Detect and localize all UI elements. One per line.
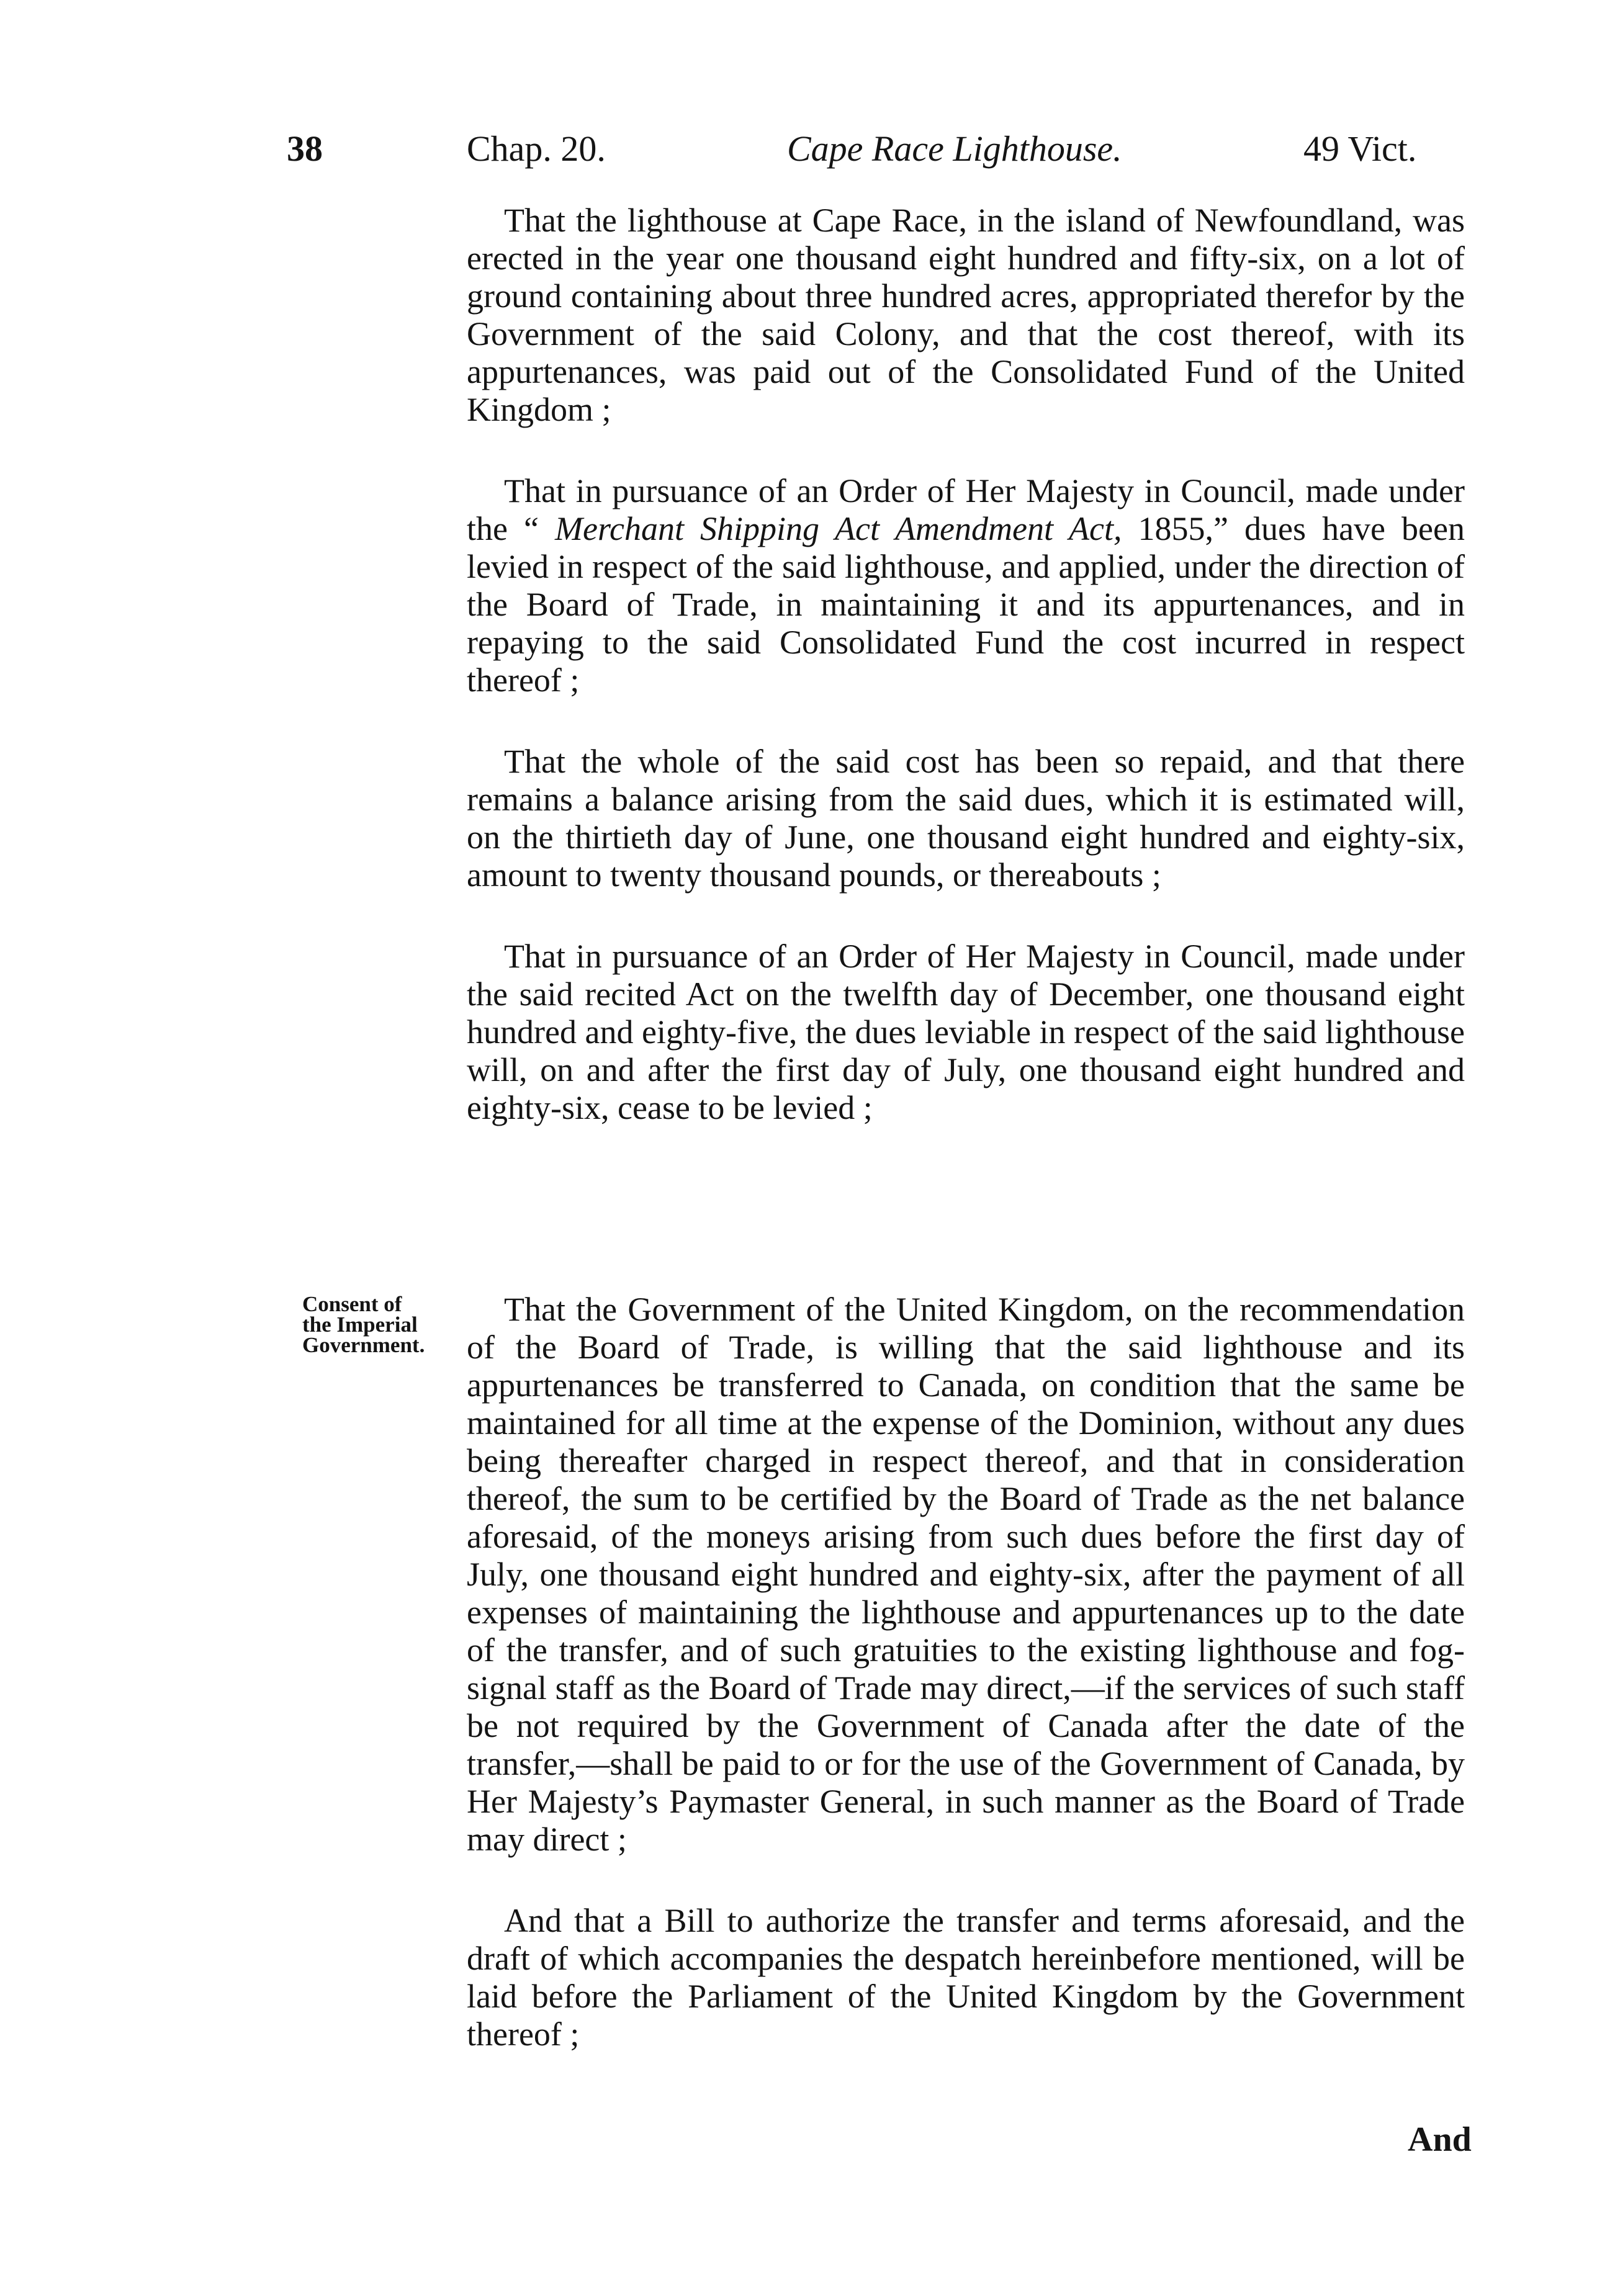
paragraph-cost-repaid: That the whole of the said cost has been so repaid, and that there remains a balance arising from the said dues, which it is estimated will, on the thirtieth day of June, one thousand eight hundred and eighty-six, amount to twenty thousand pounds, or thereabouts ; [467,743,1465,894]
running-header [0,121,1615,177]
paragraph-consent-transfer: That the Government of the United Kingdom, on the recommendation of the Board of Trade, is willing that the said lighthouse and its appurtenances be transferred to Canada, on condition that the same be maintained for all time at the expense of the Dominion, without any dues being thereafter charged in respect thereof, and that in consideration thereof, the sum to be certified by the Board of Trade as the net balance aforesaid, of the moneys arising from such dues before the first day of July, one thousand eight hundred and eighty-six, after the payment of all expenses of maintaining the lighthouse and appurtenances up to the date of the transfer, and of such gratuities to the existing lighthouse and fog-signal staff as the Board of Trade may direct,—if the services of such staff be not required by the Government of Canada after the date of the transfer,—shall be paid to or for the use of the Government of Canada, by Her Majesty’s Paymaster General, in such manner as the Board of Trade may direct ; [467,1291,1465,1858]
main-text-continued [467,1291,1465,2089]
paragraph-bill-laid: And that a Bill to authorize the transfer and terms aforesaid, and the draft of which accompanies the despatch hereinbefore mentioned, will be laid before the Parliament of the United Kingdom by the Government thereof ; [467,1902,1465,2053]
paragraph-lighthouse-erected: That the lighthouse at Cape Race, in the island of Newfoundland, was erected in the year one thousand eight hundred and fifty-six, on a lot of ground containing about three hundred acres, appropriated therefor by the Government of the said Colony, and that the cost thereof, with its appurtenances, was paid out of the Consolidated Fund of the United Kingdom ; [467,202,1465,428]
paragraph-dues-levied-text-end: 1855,” dues have been levied in respect of the said lighthouse, and applied, under the direction of the Board of Trade, in maintaining it and its appurtenances, and in repaying to the said Consolidated Fund the cost incurred in respect thereof ; [467,510,1465,699]
page-number: 38 [287,128,323,169]
paragraph-dues-levied-text-start: That in pursuance of an Order of Her Majesty in Council, made under the “ [467,472,1465,547]
marginal-note [302,1294,464,1355]
marginal-note-line: Government. [302,1333,425,1357]
main-text [467,202,1465,1170]
paragraph-dues-levied [467,472,1465,699]
regnal-year: 49 Vict. [1303,128,1417,169]
catchword: And [1408,2120,1472,2159]
chapter-label: Chap. 20. [467,128,606,169]
marginal-note-line: Consent of [302,1292,402,1316]
act-title: Merchant Shipping Act Amendment Act, [555,510,1122,547]
marginal-note-line: the Imperial [302,1312,418,1337]
paragraph-dues-cease: That in pursuance of an Order of Her Majesty in Council, made under the said recited Act on the twelfth day of December, one thousand eight hundred and eighty-five, the dues leviable in respect of the said lighthouse will, on and after the first day of July, one thousand eight hundred and eighty-six, cease to be levied ; [467,938,1465,1126]
running-title: Cape Race Lighthouse. [787,128,1122,169]
